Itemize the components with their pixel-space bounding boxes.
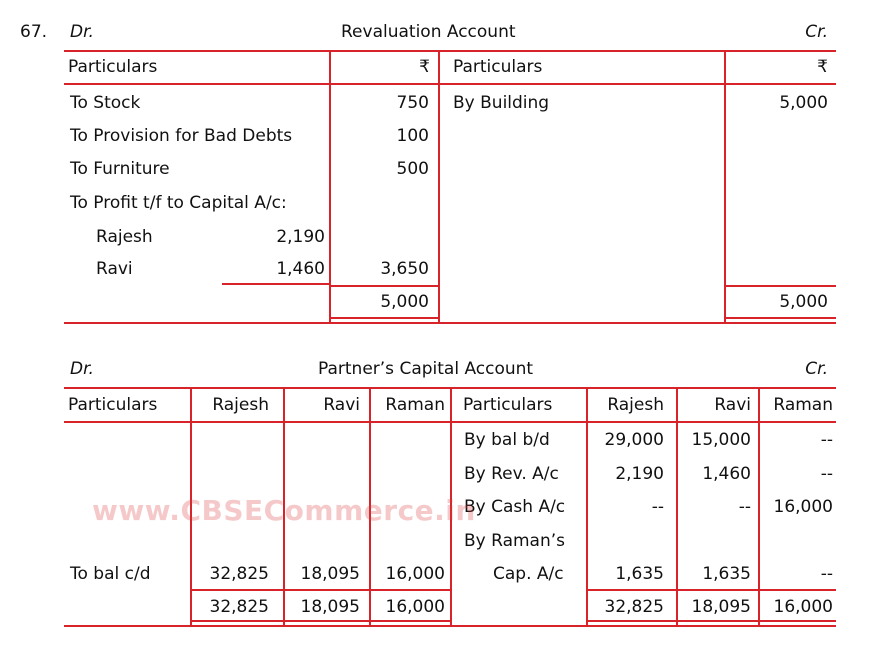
rev-header-rule bbox=[64, 83, 836, 85]
cap-header-particulars-left: Particulars bbox=[68, 395, 158, 415]
watermark: www.CBSECommerce.in bbox=[92, 494, 476, 527]
cap-header-ravi-right: Ravi bbox=[714, 395, 751, 415]
rev-col-divider-2 bbox=[438, 50, 440, 323]
rev-debit-amount: 100 bbox=[396, 126, 429, 146]
cap-credit-label: By Rev. A/c bbox=[464, 464, 559, 484]
cap-credit-raman: 16,000 bbox=[773, 497, 833, 517]
cap-credit-ravi: -- bbox=[738, 497, 751, 517]
rev-credit-label: By Building bbox=[453, 93, 550, 113]
cap-header-rajesh-right: Rajesh bbox=[607, 395, 664, 415]
cap-credit-raman: -- bbox=[820, 464, 833, 484]
cap-total-rule-right bbox=[586, 589, 836, 591]
rev-profit-partner-name: Ravi bbox=[96, 259, 133, 279]
cap-credit-rajesh: 2,190 bbox=[615, 464, 664, 484]
rev-debit-amount: 500 bbox=[396, 159, 429, 179]
rev-credit-amount: 5,000 bbox=[779, 93, 828, 113]
cap-double-rule-right bbox=[586, 620, 836, 622]
question-number: 67. bbox=[20, 22, 48, 42]
cap-credit-label: By bal b/d bbox=[464, 430, 550, 450]
rev-profit-partner-value: 1,460 bbox=[276, 259, 325, 279]
cap-credit-rajesh: -- bbox=[651, 497, 664, 517]
cap-debit-raman: 16,000 bbox=[385, 564, 445, 584]
cap-credit-label: By Cash A/c bbox=[464, 497, 566, 517]
cap-credit-rajesh: 1,635 bbox=[615, 564, 664, 584]
rev-subtotal-rule bbox=[222, 283, 330, 285]
rev-bottom-rule bbox=[64, 322, 836, 324]
rev-profit-partner-value: 2,190 bbox=[276, 227, 325, 247]
rev-cr-label: Cr. bbox=[805, 22, 828, 42]
cap-dr-label: Dr. bbox=[70, 359, 94, 379]
cap-credit-label: Cap. A/c bbox=[493, 564, 564, 584]
cap-total-rajesh-right: 32,825 bbox=[604, 597, 664, 617]
cap-total-ravi-left: 18,095 bbox=[300, 597, 360, 617]
rev-debit-label: To Provision for Bad Debts bbox=[70, 126, 293, 146]
cap-header-raman-left: Raman bbox=[385, 395, 445, 415]
cap-credit-ravi: 1,635 bbox=[702, 564, 751, 584]
rev-debit-label: To Profit t/f to Capital A/c: bbox=[70, 193, 287, 213]
cap-total-raman-left: 16,000 bbox=[385, 597, 445, 617]
rev-total-left: 5,000 bbox=[380, 292, 429, 312]
cap-total-rule-left bbox=[190, 589, 452, 591]
cap-credit-raman: -- bbox=[820, 430, 833, 450]
rev-profit-partner-name: Rajesh bbox=[96, 227, 153, 247]
cap-bottom-rule bbox=[64, 625, 836, 627]
cap-header-ravi-left: Ravi bbox=[323, 395, 360, 415]
cap-debit-ravi: 18,095 bbox=[300, 564, 360, 584]
rev-col-divider-3 bbox=[724, 50, 726, 323]
rev-header-amount-left: ₹ bbox=[419, 57, 430, 77]
cap-header-rajesh-left: Rajesh bbox=[212, 395, 269, 415]
rev-debit-amount: 750 bbox=[396, 93, 429, 113]
rev-header-particulars-right: Particulars bbox=[453, 57, 543, 77]
cap-credit-ravi: 15,000 bbox=[691, 430, 751, 450]
rev-profit-total: 3,650 bbox=[380, 259, 429, 279]
rev-total-rule-right bbox=[726, 285, 836, 287]
cap-cr-label: Cr. bbox=[805, 359, 828, 379]
rev-top-rule bbox=[64, 50, 836, 52]
cap-double-rule-left bbox=[190, 620, 452, 622]
cap-header-particulars-right: Particulars bbox=[463, 395, 553, 415]
rev-debit-label: To Furniture bbox=[70, 159, 170, 179]
cap-debit-rajesh: 32,825 bbox=[209, 564, 269, 584]
cap-credit-raman: -- bbox=[820, 564, 833, 584]
rev-title: Revaluation Account bbox=[341, 22, 516, 42]
rev-dr-label: Dr. bbox=[70, 22, 94, 42]
cap-credit-rajesh: 29,000 bbox=[604, 430, 664, 450]
cap-title: Partner’s Capital Account bbox=[318, 359, 534, 379]
rev-double-rule-right bbox=[726, 317, 836, 319]
rev-total-rule-left bbox=[330, 285, 438, 287]
cap-credit-ravi: 1,460 bbox=[702, 464, 751, 484]
cap-total-rajesh-left: 32,825 bbox=[209, 597, 269, 617]
cap-credit-label: By Raman’s bbox=[464, 531, 565, 551]
cap-total-ravi-right: 18,095 bbox=[691, 597, 751, 617]
rev-header-amount-right: ₹ bbox=[817, 57, 828, 77]
cap-header-raman-right: Raman bbox=[773, 395, 833, 415]
rev-total-right: 5,000 bbox=[779, 292, 828, 312]
rev-double-rule-left bbox=[330, 317, 438, 319]
rev-header-particulars-left: Particulars bbox=[68, 57, 158, 77]
cap-debit-label: To bal c/d bbox=[70, 564, 151, 584]
rev-debit-label: To Stock bbox=[70, 93, 141, 113]
cap-total-raman-right: 16,000 bbox=[773, 597, 833, 617]
